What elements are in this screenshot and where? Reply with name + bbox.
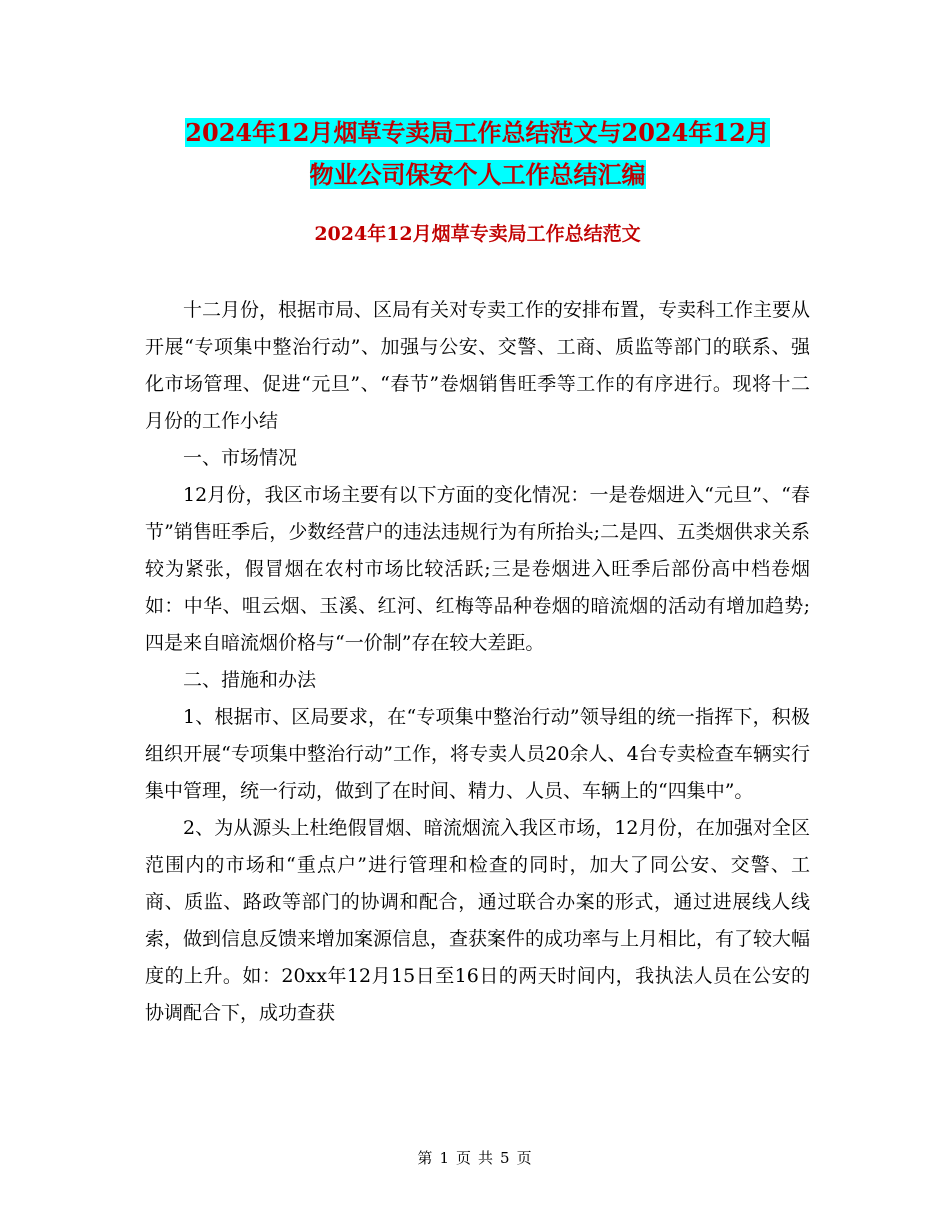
paragraph: 12月份，我区市场主要有以下方面的变化情况：一是卷烟进入“元旦”、“春节”销售旺季后，少数经营户的违法违规行为有所抬头;二是四、五类烟供求关系较为紧张，假冒烟在农村市场比较活跃;三是卷烟进入旺季后部份高中档卷烟如：中华、咀云烟、玉溪、红河、红梅等品种卷烟的暗流烟的活动有增加趋势;四是来自暗流烟价格与“一价制”存在较大差距。 (145, 484, 810, 654)
footer-total-pages: 5 (500, 1149, 511, 1167)
document-title (145, 112, 810, 196)
footer-label-page: 第 (417, 1149, 434, 1167)
footer-label-unit-2: 页 (516, 1149, 533, 1167)
paragraph: 1、根据市、区局要求，在“专项集中整治行动”领导组的统一指挥下，积极组织开展“专项集中整治行动”工作，将专卖人员20余人、4台专卖检查车辆实行集中管理，统一行动，做到了在时间、精力、人员、车辆上的“四集中”。 (145, 706, 810, 802)
footer-label-total: 共 (478, 1149, 495, 1167)
footer-current-page: 1 (439, 1149, 450, 1167)
page-footer (0, 1147, 950, 1168)
footer-label-unit: 页 (455, 1149, 472, 1167)
title-line-2: 物业公司保安个人工作总结汇编 (309, 160, 646, 189)
paragraph: 十二月份，根据市局、区局有关对专卖工作的安排布置，专卖科工作主要从开展“专项集中整治行动”、加强与公安、交警、工商、质监等部门的联系、强化市场管理、促进“元旦”、“春节”卷烟销售旺季等工作的有序进行。现将十二月份的工作小结 (145, 299, 811, 432)
paragraph: 二、措施和办法 (183, 669, 317, 691)
document-body (145, 292, 810, 1032)
paragraph: 2、为从源头上杜绝假冒烟、暗流烟流入我区市场，12月份，在加强对全区范围内的市场和“重点户”进行管理和检查的同时，加大了同公安、交警、工商、质监、路政等部门的协调和配合，通过联合办案的形式，通过进展线人线索，做到信息反馈来增加案源信息，查获案件的成功率与上月相比，有了较大幅度的上升。如：20xx年12月15日至16日的两天时间内，我执法人员在公安的协调配合下，成功查获 (145, 817, 811, 1024)
paragraph: 一、市场情况 (183, 447, 298, 469)
section-title: 2024年12月烟草专卖局工作总结范文 (314, 223, 641, 245)
title-line-1: 2024年12月烟草专卖局工作总结范文与2024年12月 (185, 118, 770, 147)
